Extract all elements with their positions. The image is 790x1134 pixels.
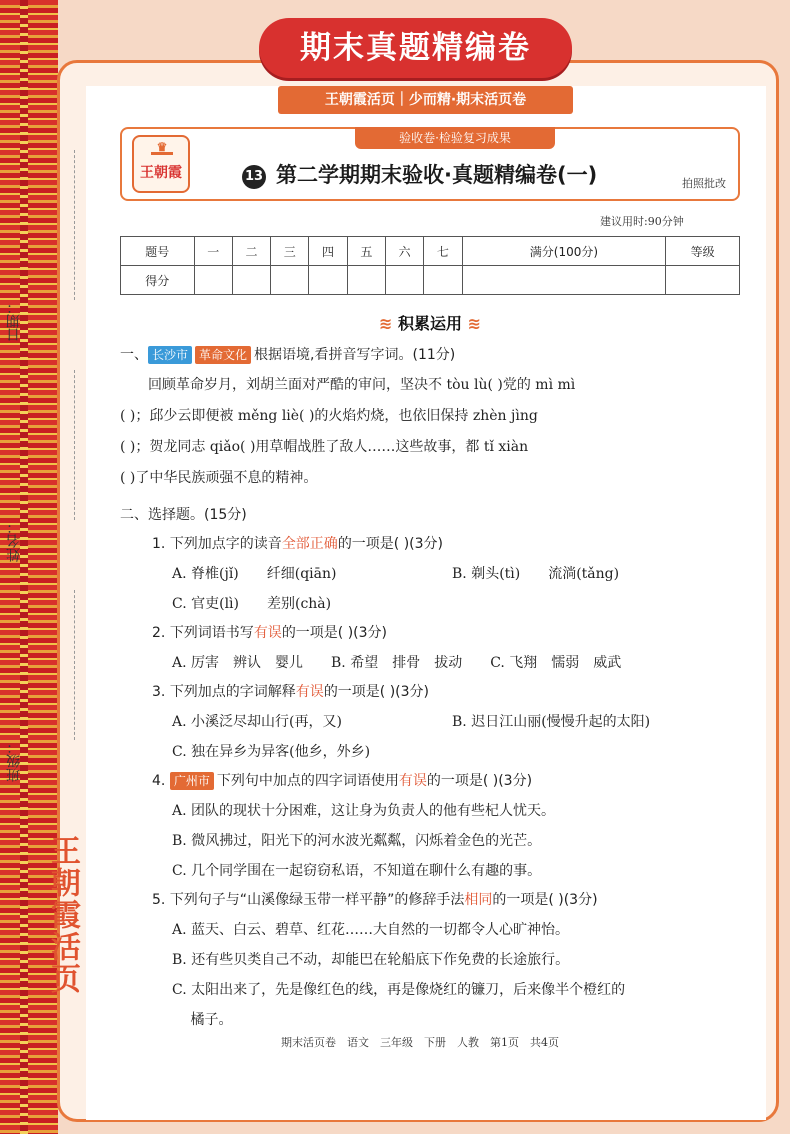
name-label: 姓名： (6, 520, 22, 562)
option-row (172, 826, 750, 856)
q1-line[interactable]: ( )了中华民族顽强不息的精神。 (120, 470, 318, 486)
item-text: 的一项是( )(3分) (281, 625, 388, 641)
exam-title (242, 159, 712, 189)
score-cell[interactable] (271, 266, 309, 295)
q2-item-2 (152, 619, 750, 648)
item-highlight: 有误 (398, 773, 427, 789)
option[interactable]: C. 太阳出来了，先是像红色的线，再是像烧红的镰刀，后来像半个橙红的 (172, 982, 626, 998)
section-title (360, 311, 500, 334)
option[interactable]: B. 迟日江山丽(慢慢升起的太阳) (452, 714, 651, 730)
option[interactable]: C. 官吏(lì) 差别(chà) (172, 596, 332, 612)
score-header: 等级 (666, 237, 740, 266)
banner-title: 期末真题精编卷 (259, 18, 572, 78)
option-row (172, 648, 750, 678)
q1-instruction: 根据语境,看拼音写字词。(11分) (254, 347, 456, 363)
section-title-text: 积累运用 (397, 314, 462, 333)
exam-title-text: 第二学期期末验收·真题精编卷(一) (276, 163, 598, 187)
region-tag: 长沙市 (148, 346, 192, 364)
item-number: 4. (152, 773, 166, 789)
exam-header (120, 127, 740, 201)
item-highlight: 有误 (295, 684, 324, 700)
option-row (172, 975, 750, 1005)
score-cell[interactable] (385, 266, 423, 295)
photo-grade-label: 拍照批改 (682, 177, 726, 190)
logo-text: 王朝霞 (140, 165, 182, 181)
item-text: 的一项是( )(3分) (426, 773, 533, 789)
logo (132, 135, 190, 193)
option-row (172, 796, 750, 826)
score-header: 三 (271, 237, 309, 266)
option-row (172, 589, 750, 619)
score-cell[interactable] (462, 266, 666, 295)
option-row (172, 915, 750, 945)
score-row-label: 得分 (121, 266, 195, 295)
ribbon-stripe (20, 0, 28, 1134)
score-cell[interactable] (194, 266, 232, 295)
option-row (172, 856, 750, 886)
item-highlight: 全部正确 (281, 536, 338, 552)
item-number: 1. (152, 536, 166, 552)
score-cell[interactable] (232, 266, 270, 295)
page-footer: 期末活页卷 语文 三年级 下册 人教 第1页 共4页 (281, 1036, 559, 1049)
q1-line[interactable]: ( )；贺龙同志 qiǎo( )用草帽战胜了敌人……这些故事，都 tǐ xiàn (120, 439, 529, 455)
score-cell[interactable] (424, 266, 462, 295)
option[interactable]: A. 小溪泛尽却山行(再，又) (172, 714, 342, 730)
date-label: 日期： (6, 300, 22, 342)
item-number: 2. (152, 625, 166, 641)
item-text: 下列句子与“山溪像绿玉带一样平静”的修辞手法 (169, 892, 465, 908)
item-text: 下列加点字的读音 (169, 536, 282, 552)
option-row (172, 737, 750, 767)
item-text: 下列句中加点的四字词语使用 (216, 773, 399, 789)
item-text: 的一项是( )(3分) (337, 536, 444, 552)
q1-heading (120, 340, 750, 370)
option[interactable]: B. 微风拂过，阳光下的河水波光粼粼，闪烁着金色的光芒。 (172, 833, 542, 849)
question-content (120, 340, 750, 1035)
score-cell[interactable] (347, 266, 385, 295)
score-header: 六 (385, 237, 423, 266)
option-row (172, 559, 750, 589)
item-text: 下列加点的字词解释 (169, 684, 296, 700)
class-line (74, 590, 75, 740)
score-table (120, 236, 740, 295)
score-header: 满分(100分) (462, 237, 666, 266)
item-text: 下列词语书写 (169, 625, 254, 641)
score-row (121, 266, 740, 295)
item-highlight: 相同 (464, 892, 493, 908)
item-number: 5. (152, 892, 166, 908)
score-header: 四 (309, 237, 347, 266)
option[interactable]: A. 脊椎(jǐ) 纤细(qiān) (172, 566, 337, 582)
score-cell[interactable] (666, 266, 740, 295)
sub-tag: 验收卷·检验复习成果 (355, 127, 555, 149)
option[interactable]: B. 还有些贝类自己不动，却能巴在轮船底下作免费的长途旅行。 (172, 952, 570, 968)
score-header: 一 (194, 237, 232, 266)
crown-icon: ♛ (151, 141, 173, 155)
brand-vertical: 王朝霞活页 (45, 835, 80, 995)
q1-line[interactable]: ( )；邱少云即便被 měng liè( )的火焰灼烧，也依旧保持 zhèn jìng (120, 408, 538, 424)
option[interactable]: A. 厉害 辨认 婴儿 B. 希望 排骨 拔动 C. 飞翔 懦弱 威武 (172, 655, 622, 671)
item-text: 的一项是( )(3分) (323, 684, 430, 700)
q2-item-1 (152, 530, 750, 559)
option-row (172, 1005, 750, 1035)
q1-prefix: 一、 (120, 347, 148, 363)
name-line (74, 370, 75, 520)
q2-heading: 二、选择题。(15分) (120, 507, 247, 523)
q1-line[interactable]: 回顾革命岁月，刘胡兰面对严酷的审问，坚决不 tòu lù( )党的 mì mì (148, 377, 576, 393)
score-header-row (121, 237, 740, 266)
class-label: 班级： (6, 740, 22, 782)
option[interactable]: B. 剃头(tì) 流淌(tǎng) (452, 566, 620, 582)
q2-item-5 (152, 886, 750, 915)
brand-tagline: 王朝霞活页｜少而精·期末活页卷 (278, 86, 573, 114)
item-highlight: 有误 (253, 625, 282, 641)
score-header: 七 (424, 237, 462, 266)
option[interactable]: A. 蓝天、白云、碧草、红花……大自然的一切都令人心旷神怡。 (172, 922, 570, 938)
q2-item-3 (152, 678, 750, 707)
option[interactable]: 橘子。 (172, 1012, 233, 1028)
score-header: 二 (232, 237, 270, 266)
exam-number: 13 (242, 165, 266, 189)
score-header: 题号 (121, 237, 195, 266)
option-row (172, 945, 750, 975)
score-header: 五 (347, 237, 385, 266)
item-text: 的一项是( )(3分) (492, 892, 598, 908)
wave-icon: ≋ (462, 314, 481, 333)
q2-item-4 (152, 767, 750, 796)
option[interactable]: C. 独在异乡为异客(他乡，外乡) (172, 744, 371, 760)
suggested-time: 建议用时:90分钟 (600, 215, 684, 228)
score-cell[interactable] (309, 266, 347, 295)
date-line (74, 150, 75, 300)
region-tag: 广州市 (170, 772, 214, 790)
topic-tag: 革命文化 (195, 346, 251, 364)
option[interactable]: C. 几个同学围在一起窃窃私语，不知道在聊什么有趣的事。 (172, 863, 542, 879)
option[interactable]: A. 团队的现状十分困难，这让身为负责人的他有些杞人忧天。 (172, 803, 556, 819)
item-number: 3. (152, 684, 166, 700)
option-row (172, 707, 750, 737)
wave-icon: ≋ (379, 314, 398, 333)
